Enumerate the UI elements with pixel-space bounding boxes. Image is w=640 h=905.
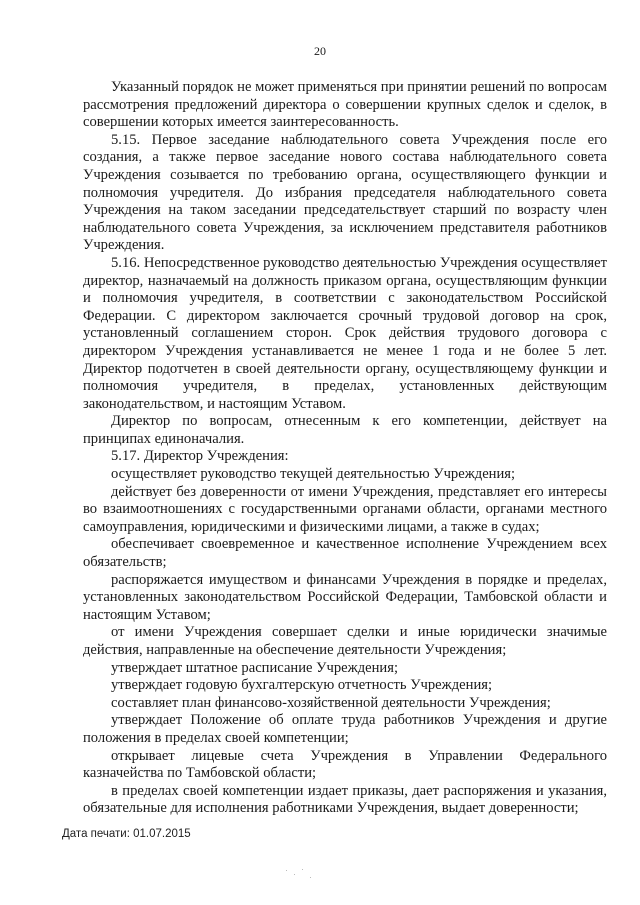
scan-speck (310, 877, 311, 878)
duty-ensures-obligations: обеспечивает своевременное и качественное исполнение Учреждением всех обязательств; (83, 536, 607, 571)
duty-approves-staffing: утверждает штатное расписание Учреждения; (111, 659, 398, 676)
duty-issues-orders: в пределах своей компетенции издает приказы, дает распоряжения и указания, обязательные для исполнения работниками Учреждения, выдает доверенности; (83, 782, 607, 817)
paragraph-5-17-heading: 5.17. Директор Учреждения: (111, 448, 289, 465)
duty-opens-accounts: открывает лицевые счета Учреждения в Управлении Федерального казначейства по Тамбовской области; (83, 747, 607, 782)
page-number: 20 (314, 44, 326, 58)
paragraph-5-16: 5.16. Непосредственное руководство деятельностью Учреждения осуществляет директор, назначаемый на должность приказом органа, осуществляющим функции и полномочия учредителя, в соответствии с законодательством Российской Федерации. С директором заключается срочный трудовой договор на срок, установленный соглашением сторон. Срок действия трудового договора с директором Учреждения устанавливается не менее 1 года и не более 5 лет. Директор подотчетен в своей деятельности органу, осуществляющему функции и полномочия учредителя, в пределах, установленных действующим законодательством, и настоящим Уставом. (83, 254, 607, 412)
print-date: Дата печати: 01.07.2015 (62, 828, 191, 840)
duty-manages-property: распоряжается имуществом и финансами Учреждения в порядке и пределах, установленных законодательством Российской Федерации, Тамбовской области и настоящим Уставом; (83, 571, 607, 623)
duty-current-management: осуществляет руководство текущей деятельностью Учреждения; (111, 466, 516, 483)
paragraph-procedure-restriction: Указанный порядок не может применяться при принятии решений по вопросам рассмотрения предложений директора о совершении крупных сделок и сделок, в совершении которых имеется заинтересованность. (83, 79, 607, 131)
duty-represents-interests: действует без доверенности от имени Учреждения, представляет его интересы во взаимоотношениях с государственными органами области, органами местного самоуправления, юридическими и физическими лицами, а также в судах; (83, 483, 607, 535)
scan-speck (302, 869, 303, 870)
paragraph-director-unity-of-command: Директор по вопросам, отнесенным к его компетенции, действует на принципах единоначалия. (83, 413, 607, 447)
scan-speck (286, 870, 287, 871)
paragraph-5-15: 5.15. Первое заседание наблюдательного совета Учреждения после его создания, а также первое заседание нового состава наблюдательного совета Учреждения созывается по требованию органа, осуществляющего функции и полномочия учредителя. До избрания председателя наблюдательного совета Учреждения на таком заседании председательствует старший по возрасту член наблюдательного совета Учреждения, за исключением представителя работников Учреждения. (83, 131, 607, 254)
duty-approves-pay-regulations: утверждает Положение об оплате труда работников Учреждения и другие положения в пределах своей компетенции; (83, 712, 607, 746)
scan-specks (280, 868, 320, 882)
duty-approves-accounting: утверждает годовую бухгалтерскую отчетность Учреждения; (111, 677, 493, 694)
duty-financial-plan: составляет план финансово-хозяйственной деятельности Учреждения; (111, 694, 551, 711)
scan-speck (294, 874, 295, 875)
document-body (83, 79, 607, 818)
duty-makes-transactions: от имени Учреждения совершает сделки и иные юридически значимые действия, направленные на обеспечение деятельности Учреждения; (83, 624, 607, 658)
